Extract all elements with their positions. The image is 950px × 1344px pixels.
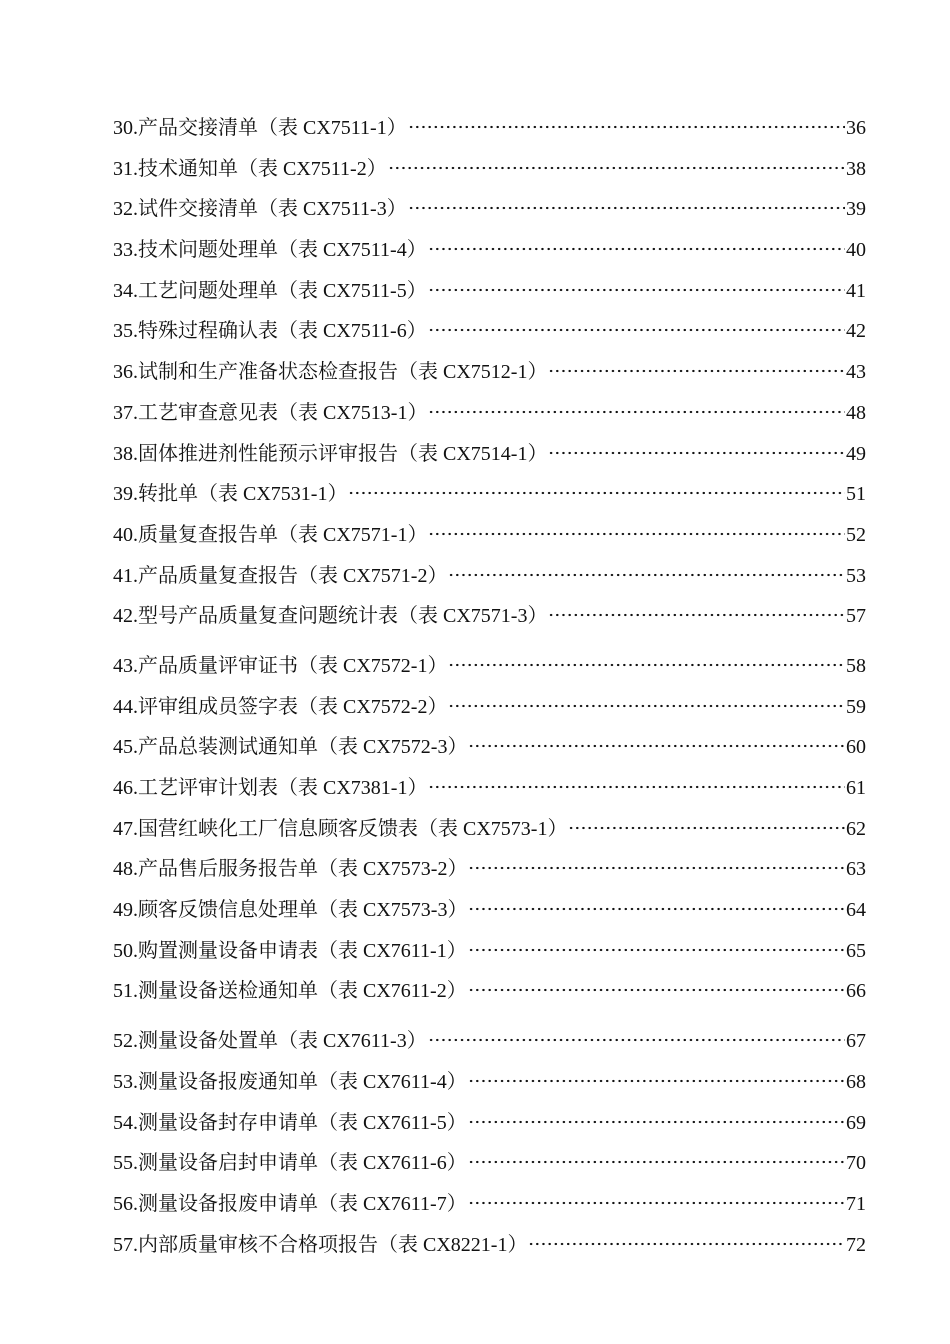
toc-entry-48[interactable] (113, 849, 866, 890)
dot-leader (348, 491, 845, 495)
toc-entry-page: 70 (846, 1152, 866, 1175)
toc-entry-37[interactable] (113, 393, 866, 434)
toc-entry-page: 41 (846, 279, 866, 302)
toc-entry-title: 40.质量复查报告单（表 CX7571-1） (113, 523, 428, 546)
toc-entry-title: 42.型号产品质量复查问题统计表（表 CX7571-3） (113, 605, 548, 628)
toc-entry-page: 57 (846, 605, 866, 628)
toc-entry-title: 48.产品售后服务报告单（表 CX7573-2） (113, 858, 468, 881)
toc-entry-page: 69 (846, 1111, 866, 1134)
toc-entry-50[interactable] (113, 931, 866, 972)
toc-entry-page: 53 (846, 564, 866, 587)
toc-entry-42[interactable] (113, 596, 866, 637)
toc-entry-title: 51.测量设备送检通知单（表 CX7611-2） (113, 980, 467, 1003)
toc-entry-35[interactable] (113, 311, 866, 352)
toc-entry-page: 67 (846, 1030, 866, 1053)
dot-leader (408, 206, 845, 210)
dot-leader (568, 826, 845, 830)
dot-leader (468, 948, 845, 952)
toc-entry-34[interactable] (113, 271, 866, 312)
toc-entry-title: 53.测量设备报废通知单（表 CX7611-4） (113, 1070, 467, 1093)
dot-leader (428, 410, 845, 414)
toc-entry-52[interactable] (113, 1021, 866, 1062)
toc-entry-title: 38.固体推进剂性能预示评审报告（表 CX7514-1） (113, 442, 548, 465)
toc-entry-41[interactable] (113, 556, 866, 597)
toc-entry-32[interactable] (113, 189, 866, 230)
toc-entry-page: 58 (846, 654, 866, 677)
toc-entry-44[interactable] (113, 687, 866, 728)
toc-entry-title: 32.试件交接清单（表 CX7511-3） (113, 198, 407, 221)
toc-entry-page: 42 (846, 320, 866, 343)
dot-leader (428, 785, 845, 789)
toc-entry-page: 72 (846, 1233, 866, 1256)
toc-entry-page: 68 (846, 1070, 866, 1093)
dot-leader (468, 988, 845, 992)
toc-entry-page: 38 (846, 157, 866, 180)
toc-entry-page: 62 (846, 817, 866, 840)
dot-leader (548, 451, 845, 455)
toc-entry-33[interactable] (113, 230, 866, 271)
toc-entry-40[interactable] (113, 515, 866, 556)
toc-entry-title: 54.测量设备封存申请单（表 CX7611-5） (113, 1111, 467, 1134)
dot-leader (468, 1120, 845, 1124)
toc-entry-54[interactable] (113, 1103, 866, 1144)
toc-entry-title: 36.试制和生产准备状态检查报告（表 CX7512-1） (113, 361, 548, 384)
toc-entry-45[interactable] (113, 727, 866, 768)
toc-entry-page: 36 (846, 117, 866, 139)
dot-leader (468, 907, 845, 911)
toc-entry-title: 47.国营红峡化工厂信息顾客反馈表（表 CX7573-1） (113, 817, 568, 840)
toc-entry-56[interactable] (113, 1184, 866, 1225)
toc-entry-page: 40 (846, 239, 866, 262)
dot-leader (448, 663, 845, 667)
toc-entry-55[interactable] (113, 1143, 866, 1184)
toc-entry-title: 52.测量设备处置单（表 CX7611-3） (113, 1030, 427, 1053)
toc-entry-page: 43 (846, 361, 866, 384)
table-of-contents (113, 108, 866, 1265)
toc-entry-49[interactable] (113, 890, 866, 931)
toc-entry-title: 37.工艺审查意见表（表 CX7513-1） (113, 401, 428, 424)
toc-entry-page: 49 (846, 442, 866, 465)
dot-leader (468, 866, 845, 870)
toc-entry-page: 59 (846, 695, 866, 718)
dot-leader (428, 328, 845, 332)
dot-leader (548, 369, 845, 373)
toc-entry-title: 43.产品质量评审证书（表 CX7572-1） (113, 654, 448, 677)
toc-entry-title: 50.购置测量设备申请表（表 CX7611-1） (113, 939, 467, 962)
dot-leader (548, 613, 845, 617)
toc-entry-39[interactable] (113, 474, 866, 515)
toc-entry-page: 52 (846, 523, 866, 546)
toc-entry-53[interactable] (113, 1062, 866, 1103)
toc-entry-title: 31.技术通知单（表 CX7511-2） (113, 157, 387, 180)
toc-entry-47[interactable] (113, 809, 866, 850)
toc-entry-title: 44.评审组成员签字表（表 CX7572-2） (113, 695, 448, 718)
toc-entry-page: 71 (846, 1192, 866, 1215)
toc-entry-page: 48 (846, 401, 866, 424)
toc-entry-page: 39 (846, 198, 866, 221)
toc-entry-page: 51 (846, 483, 866, 506)
toc-entry-title: 35.特殊过程确认表（表 CX7511-6） (113, 320, 427, 343)
toc-entry-30[interactable] (113, 108, 866, 149)
dot-leader (428, 532, 845, 536)
dot-leader (408, 125, 845, 129)
dot-leader (448, 573, 845, 577)
dot-leader (388, 166, 845, 170)
toc-entry-46[interactable] (113, 768, 866, 809)
toc-entry-title: 49.顾客反馈信息处理单（表 CX7573-3） (113, 899, 468, 922)
toc-entry-title: 56.测量设备报废申请单（表 CX7611-7） (113, 1192, 467, 1215)
toc-entry-57[interactable] (113, 1225, 866, 1266)
toc-entry-title: 39.转批单（表 CX7531-1） (113, 483, 348, 506)
toc-entry-page: 65 (846, 939, 866, 962)
dot-leader (468, 744, 845, 748)
toc-entry-title: 55.测量设备启封申请单（表 CX7611-6） (113, 1152, 467, 1175)
toc-entry-title: 30.产品交接清单（表 CX7511-1） (113, 117, 407, 139)
toc-entry-38[interactable] (113, 434, 866, 475)
toc-entry-page: 66 (846, 980, 866, 1003)
dot-leader (448, 704, 845, 708)
toc-entry-title: 33.技术问题处理单（表 CX7511-4） (113, 239, 427, 262)
dot-leader (468, 1160, 845, 1164)
toc-entry-title: 34.工艺问题处理单（表 CX7511-5） (113, 279, 427, 302)
toc-entry-36[interactable] (113, 352, 866, 393)
dot-leader (528, 1242, 845, 1246)
toc-entry-title: 57.内部质量审核不合格项报告（表 CX8221-1） (113, 1233, 528, 1256)
toc-entry-page: 64 (846, 899, 866, 922)
toc-entry-title: 46.工艺评审计划表（表 CX7381-1） (113, 777, 428, 799)
toc-entry-51[interactable] (113, 971, 866, 1012)
dot-leader (428, 247, 845, 251)
dot-leader (468, 1079, 845, 1083)
toc-entry-title: 41.产品质量复查报告（表 CX7571-2） (113, 564, 448, 587)
toc-entry-page: 61 (846, 777, 866, 799)
dot-leader (468, 1201, 845, 1205)
toc-entry-31[interactable] (113, 149, 866, 190)
dot-leader (428, 1038, 845, 1042)
toc-entry-page: 63 (846, 858, 866, 881)
dot-leader (428, 288, 845, 292)
toc-entry-page: 60 (846, 736, 866, 759)
toc-entry-title: 45.产品总装测试通知单（表 CX7572-3） (113, 736, 468, 759)
toc-entry-43[interactable] (113, 646, 866, 687)
